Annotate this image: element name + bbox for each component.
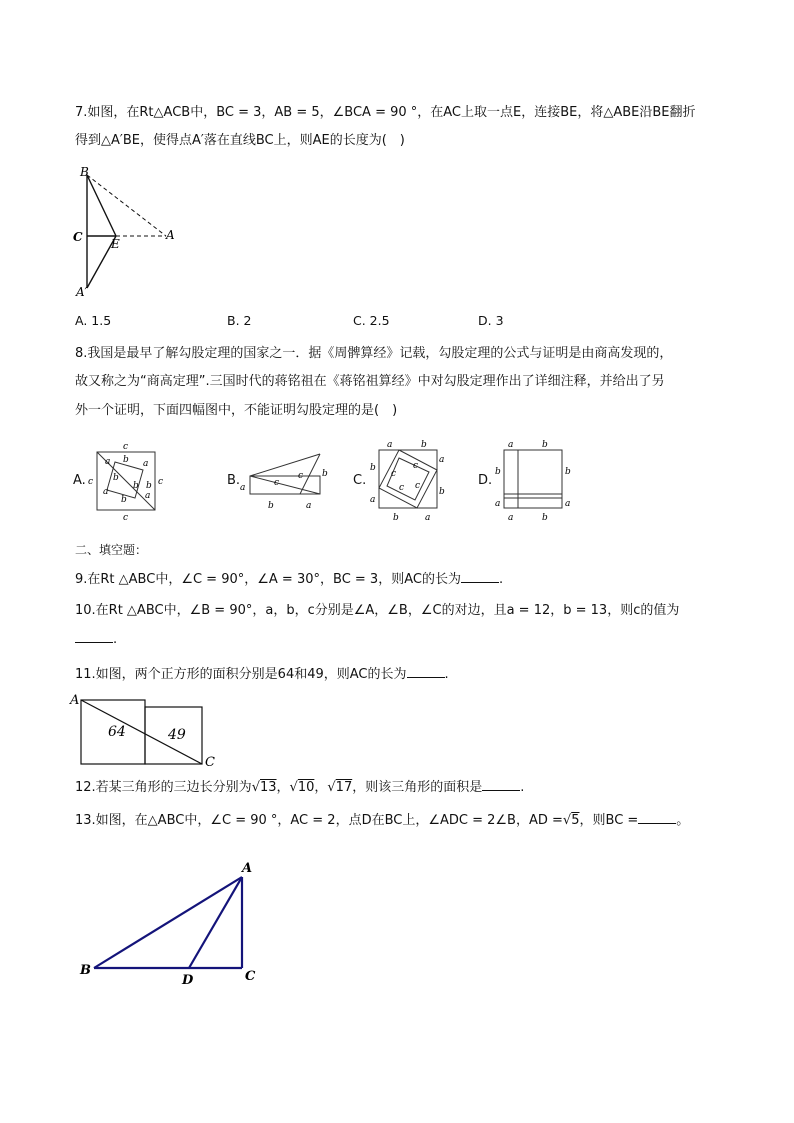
svg-text:a: a [306, 501, 312, 511]
q13: 13.如图，在△ABC中，∠C = 90 °，AC = 2，点D在BC上，∠ADC = 2∠B，AD =√5，则BC = 。 [75, 813, 690, 828]
svg-text:b: b [121, 495, 127, 505]
svg-text:b: b [268, 501, 274, 511]
svg-text:c: c [415, 481, 421, 491]
q8-figure-d [490, 438, 580, 523]
q9: 9.在Rt △ABC中，∠C = 90°，∠A = 30°，BC = 3，则AC的长为 . [75, 572, 504, 587]
svg-text:a: a [143, 459, 149, 469]
q11: 11.如图，两个正方形的面积分别是64和49，则AC的长为 . [75, 667, 449, 682]
q13-blank[interactable] [638, 811, 676, 824]
q12: 12.若某三角形的三边长分别为√13，√10，√17，则该三角形的面积是 . [75, 780, 525, 795]
q9-blank[interactable] [461, 570, 499, 583]
q8-option-a-label[interactable]: A. [73, 473, 86, 488]
svg-text:a: a [103, 487, 109, 497]
svg-text:a: a [370, 495, 376, 505]
svg-text:a: a [495, 499, 501, 509]
q8-option-d-label[interactable]: D. [478, 473, 493, 488]
svg-text:a: a [105, 457, 111, 467]
q7-label-B: B [80, 165, 89, 179]
q7-line1: 7.如图，在Rt△ACB中，BC = 3，AB = 5，∠BCA = 90 °，在AC上取一点E，连接BE，将△ABE沿BE翻折 [75, 105, 696, 120]
svg-text:b: b [542, 440, 548, 450]
svg-text:b: b [421, 440, 427, 450]
q10-blank[interactable] [75, 630, 113, 643]
svg-text:c: c [274, 478, 280, 488]
svg-text:A: A [242, 861, 253, 876]
svg-text:a: a [565, 499, 571, 509]
q8-line1: 8.我国是最早了解勾股定理的国家之一．据《周髀算经》记载，勾股定理的公式与证明是由商高发现的， [75, 346, 673, 361]
q8-figure-c [365, 438, 450, 523]
q12-blank[interactable] [482, 778, 520, 791]
svg-text:49: 49 [168, 727, 186, 743]
q13-figure [70, 855, 290, 990]
q7-label-A: A [166, 228, 175, 242]
svg-text:C: C [205, 755, 215, 770]
q7-option-c[interactable]: C. 2.5 [353, 313, 390, 328]
svg-text:c: c [399, 483, 405, 493]
svg-text:c: c [413, 461, 419, 471]
q9-text: 9.在Rt △ABC中，∠C = 90°，∠A = 30°，BC = 3，则AC的长为 [75, 572, 461, 587]
q7-figure [70, 160, 190, 300]
q11-text: 11.如图，两个正方形的面积分别是64和49，则AC的长为 [75, 667, 407, 682]
svg-text:b: b [133, 481, 139, 491]
svg-text:b: b [123, 455, 129, 465]
svg-text:b: b [146, 481, 152, 491]
q8-line2: 故又称之为“商高定理”.三国时代的蒋铭祖在《蒋铭祖算经》中对勾股定理作出了详细注释，并给出了另 [75, 374, 665, 389]
svg-text:b: b [393, 513, 399, 523]
svg-text:b: b [370, 463, 376, 473]
svg-text:b: b [322, 469, 328, 479]
svg-text:C: C [245, 969, 256, 984]
svg-text:a: a [508, 513, 514, 523]
svg-text:a: a [425, 513, 431, 523]
q8-option-c-label[interactable]: C. [353, 473, 367, 488]
q10-line2: . [75, 630, 117, 649]
svg-text:D: D [182, 973, 194, 988]
svg-text:c: c [391, 469, 397, 479]
q7-line2: 得到△A′BE，使得点A′落在直线BC上，则AE的长度为( ) [75, 133, 405, 148]
svg-text:c: c [298, 471, 304, 481]
q11-figure [68, 690, 228, 770]
svg-text:a: a [439, 455, 445, 465]
section-title: 二、填空题： [75, 543, 148, 557]
q11-blank[interactable] [407, 665, 445, 678]
q8-option-b-label[interactable]: B. [227, 473, 241, 488]
svg-text:A: A [70, 693, 80, 708]
q8-line3: 外一个证明，下面四幅图中，不能证明勾股定理的是( ) [75, 403, 398, 418]
svg-text:a: a [508, 440, 514, 450]
q7-option-b[interactable]: B. 2 [227, 313, 252, 328]
svg-text:a: a [240, 483, 246, 493]
svg-text:b: b [542, 513, 548, 523]
q7-label-C: C [73, 230, 83, 244]
svg-text:b: b [495, 467, 501, 477]
svg-text:a: a [145, 491, 151, 501]
svg-text:b: b [439, 487, 445, 497]
q7-label-E: E [111, 237, 120, 251]
q8-figure-a [85, 440, 165, 520]
svg-text:a: a [387, 440, 393, 450]
svg-text:c: c [88, 477, 94, 487]
q7-label-Aprime: A′ [76, 285, 88, 299]
svg-text:B: B [80, 963, 91, 978]
svg-text:64: 64 [108, 724, 126, 740]
svg-text:c: c [158, 477, 164, 487]
q7-option-a[interactable]: A. 1.5 [75, 313, 112, 328]
q10-line1: 10.在Rt △ABC中，∠B = 90°，a，b，c分别是∠A，∠B，∠C的对边，且a = 12，b = 13，则c的值为 [75, 603, 680, 618]
svg-text:c: c [123, 442, 129, 452]
svg-text:b: b [113, 473, 119, 483]
q7-option-d[interactable]: D. 3 [478, 313, 504, 328]
q8-figure-b [238, 448, 328, 513]
svg-text:b: b [565, 467, 571, 477]
svg-text:c: c [123, 513, 129, 520]
